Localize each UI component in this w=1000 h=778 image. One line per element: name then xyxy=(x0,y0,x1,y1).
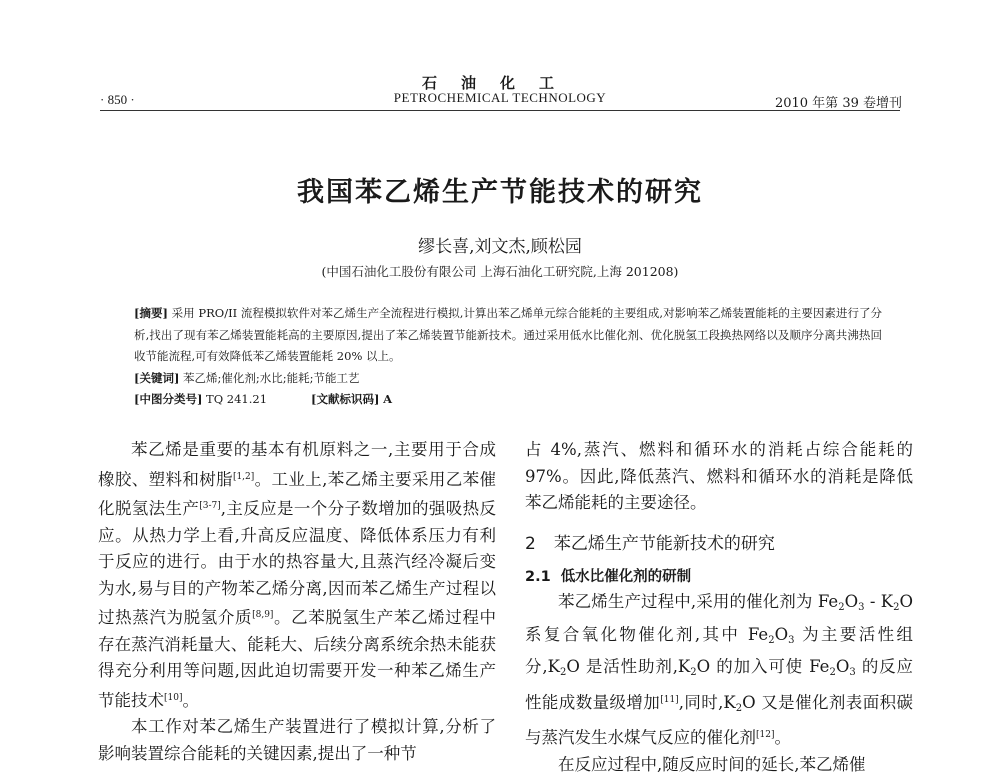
intro-paragraph: 苯乙烯是重要的基本有机原料之一,主要用于合成橡胶、塑料和树脂[1,2]。工业上,苯乙烯主要采用乙苯催化脱氢法生产[3-7],主反应是一个分子数增加的强吸热反应。从热力学上看,升高反应温度、降低体系压力有利于反应的进行。由于水的热容量大,且蒸汽经冷凝后变为水,易与目的产物苯乙烯分离,因而苯乙烯生产过程以过热蒸汽为脱氢介质[8,9]。乙苯脱氢生产苯乙烯过程中存在蒸汽消耗量大、能耗大、后续分离系统余热未能获得充分利用等问题,因此迫切需要开发一种苯乙烯生产节能技术[10]。 xyxy=(98,437,496,714)
doc-code-label: [文献标识码] xyxy=(311,392,379,406)
keywords-text: 苯乙烯;催化剂;水比;能耗;节能工艺 xyxy=(183,371,360,385)
subsection-heading-2-1: 2.1 低水比催化剂的研制 xyxy=(525,565,913,589)
issue-info: 2010 年第 39 卷增刊 xyxy=(775,92,902,111)
page-number: · 850 · xyxy=(100,92,135,108)
abstract-block xyxy=(134,303,882,411)
abstract-paragraph xyxy=(134,303,882,368)
clc-value: TQ 241.21 xyxy=(206,392,267,406)
citation-ref: [11] xyxy=(660,695,678,705)
abstract-label: [摘要] xyxy=(134,306,168,320)
section-heading-2: 2 苯乙烯生产节能新技术的研究 xyxy=(525,531,913,558)
body-right-column xyxy=(525,437,913,778)
classification-line xyxy=(134,389,882,411)
author-affiliation: (中国石油化工股份有限公司 上海石油化工研究院,上海 201208) xyxy=(0,262,1000,280)
journal-title-english: PETROCHEMICAL TECHNOLOGY xyxy=(0,90,1000,106)
doc-code-value: A xyxy=(383,392,392,406)
abstract-text: 采用 PRO/II 流程模拟软件对苯乙烯生产全流程进行模拟,计算出苯乙烯单元综合能耗的主要组成,对影响苯乙烯装置能耗的主要因素进行了分析,找出了现有苯乙烯装置能耗高的主要原因,提出了苯乙烯装置节能新技术。通过采用低水比催化剂、优化脱氢工段换热网络以及顺序分离共沸热回收节能流程,可有效降低苯乙烯装置能耗 20% 以上。 xyxy=(134,306,882,363)
citation-ref: [8,9] xyxy=(252,610,273,620)
clc-label: [中图分类号] xyxy=(134,392,202,406)
citation-ref: [1,2] xyxy=(233,472,254,482)
work-summary-paragraph: 本工作对苯乙烯生产装置进行了模拟计算,分析了影响装置综合能耗的关键因素,提出了一种节 xyxy=(98,714,496,767)
journal-title-chinese: 石油化工 xyxy=(0,72,1000,93)
header-divider xyxy=(100,110,900,111)
energy-paragraph: 占 4%,蒸汽、燃料和循环水的消耗占综合能耗的 97%。因此,降低蒸汽、燃料和循环水的消耗是降低苯乙烯能耗的主要途径。 xyxy=(525,437,913,517)
keywords-line xyxy=(134,368,882,390)
citation-ref: [3-7] xyxy=(199,501,221,511)
author-list: 缪长喜,刘文杰,顾松园 xyxy=(0,232,1000,257)
reaction-paragraph: 在反应过程中,随反应时间的延长,苯乙烯催 xyxy=(525,752,913,778)
citation-ref: [12] xyxy=(756,730,774,740)
catalyst-paragraph: 苯乙烯生产过程中,采用的催化剂为 $Fe_2O_3 - K_2O$ 系复合氧化物催化剂,其中 $Fe_2O_3$ 为主要活性组分$,K_2O$ 是活性助剂$,K_2O$ 的加入可使 $Fe_2O_3$ 的反应性能成数量级增加[11],同时$,K_2O$ 又是催化剂表面积碳与蒸汽发生水煤气反应的催化剂[12]。 xyxy=(525,589,913,752)
keywords-label: [关键词] xyxy=(134,371,179,385)
paper-title: 我国苯乙烯生产节能技术的研究 xyxy=(0,170,1000,209)
citation-ref: [10] xyxy=(164,693,182,703)
body-left-column xyxy=(98,437,496,767)
